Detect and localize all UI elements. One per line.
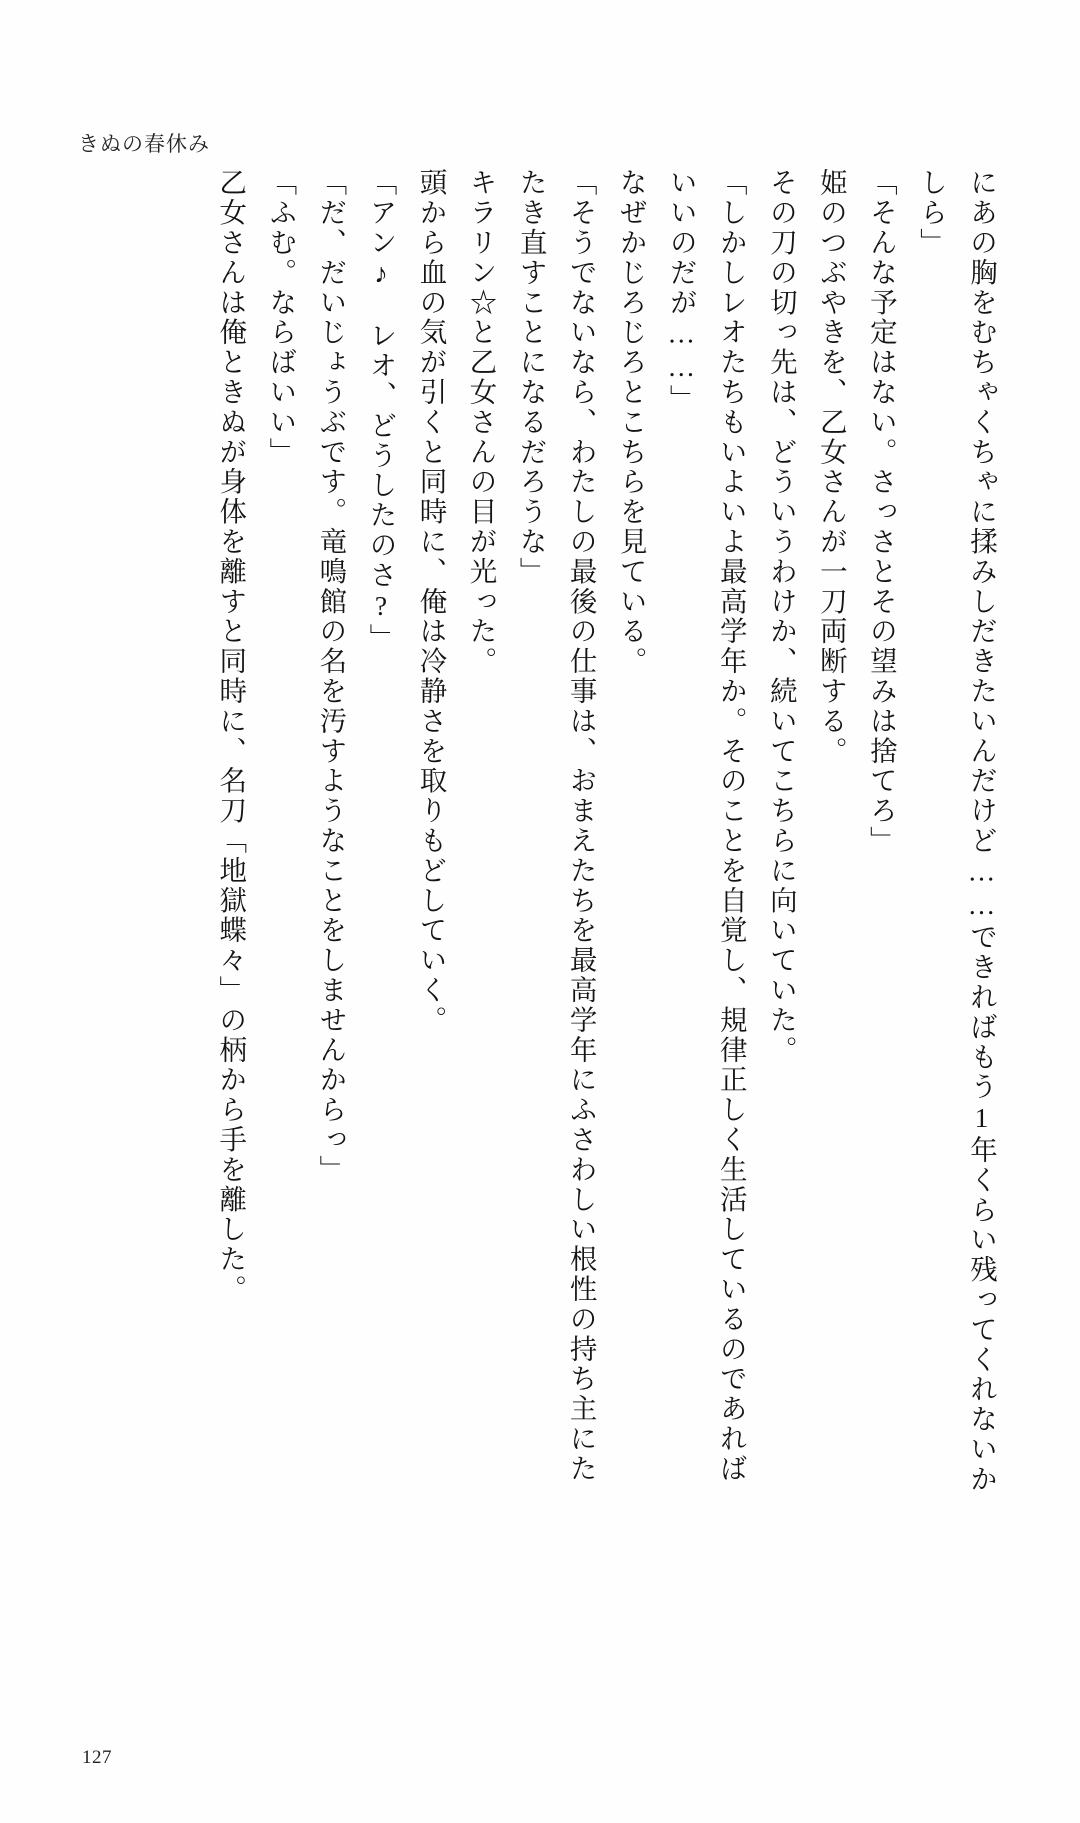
paragraph: キラリン☆と乙女さんの目が光った。 xyxy=(465,168,497,677)
paragraph: なぜかじろじろとこちらを見ている。 xyxy=(615,168,647,677)
paragraph: 姫のつぶやきを、乙女さんが一刀両断する。 xyxy=(815,168,847,766)
paragraph: 「そんな予定はない。さっさとその望みは捨てろ」 xyxy=(865,168,897,856)
paragraph: 乙女さんは俺ときぬが身体を離すと同時に、名刀「地獄蝶々」の柄から手を離した。 xyxy=(215,168,247,1305)
body-text-column xyxy=(216,168,1006,1508)
page-number: 127 xyxy=(82,1747,112,1768)
running-header: きぬの春休み xyxy=(78,132,210,156)
paragraph: 「ふむ。ならばいい」 xyxy=(265,168,297,467)
paragraph: その刀の切っ先は、どういうわけか、続いてこちらに向いていた。 xyxy=(765,168,797,1065)
paragraph: にあの胸をむちゃくちゃに揉みしだきたいんだけど……できればもう1年くらい残ってくれないかしら」 xyxy=(915,168,997,1495)
paragraph: 「だ、だいじょうぶです。竜鳴館の名を汚すようなことをしませんからっ」 xyxy=(315,168,347,1185)
paragraph: 「しかしレオたちもいよいよ最高学年か。そのことを自覚し、規律正しく生活しているのであればいいのだが……」 xyxy=(665,168,747,1484)
paragraph: 「アン♪ レオ、どうしたのさ?」 xyxy=(365,168,397,654)
paragraph: 頭から血の気が引くと同時に、俺は冷静さを取りもどしていく。 xyxy=(415,168,447,1036)
paragraph: 「そうでないなら、わたしの最後の仕事は、おまえたちを最高学年にふさわしい根性の持ち主にたたき直すことになるだろうな」 xyxy=(515,168,597,1484)
